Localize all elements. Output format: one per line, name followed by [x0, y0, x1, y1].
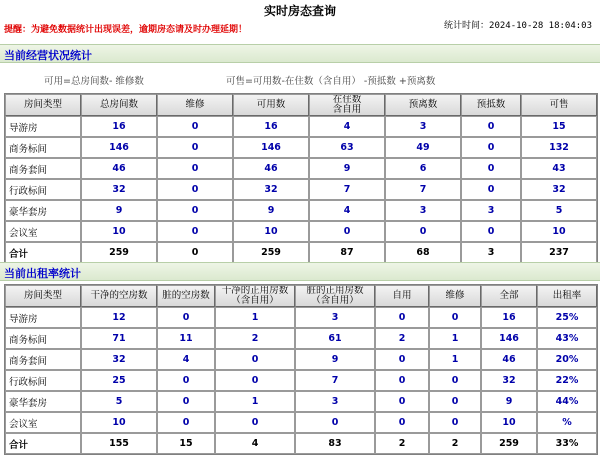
occupancy-cell: 0 — [295, 412, 375, 433]
operating-cell: 3 — [385, 116, 461, 137]
operating-cell: 9 — [309, 158, 385, 179]
occupancy-header-label: 脏的空房数 — [162, 290, 210, 301]
operating-header-label: 预抵数 — [476, 99, 506, 110]
operating-cell: 0 — [157, 137, 233, 158]
operating-header-label: 预离数 — [408, 99, 438, 110]
operating-header-label: 总房间数 — [99, 99, 138, 110]
operating-cell: 0 — [157, 116, 233, 137]
operating-header-sublabel: 含自用 — [332, 104, 362, 115]
formula-sellable: 可售=可用数-在住数（含自用） -预抵数 +预离数 — [226, 76, 436, 87]
occupancy-header — [157, 285, 215, 307]
occupancy-cell: 0 — [375, 307, 429, 328]
section-operating-status — [0, 44, 600, 63]
occupancy-cell: 3 — [295, 307, 375, 328]
occupancy-cell: 25% — [537, 307, 597, 328]
occupancy-cell: 0 — [157, 370, 215, 391]
operating-row — [5, 116, 597, 137]
occupancy-row — [5, 328, 597, 349]
operating-header-label: 在住数 — [332, 94, 362, 105]
occupancy-header — [5, 285, 81, 307]
operating-cell: 146 — [81, 137, 157, 158]
occupancy-cell: % — [537, 412, 597, 433]
occupancy-row — [5, 349, 597, 370]
operating-row — [5, 200, 597, 221]
occupancy-cell: 9 — [481, 391, 537, 412]
occupancy-header — [215, 285, 295, 307]
section-occupancy-rate — [0, 262, 600, 281]
occupancy-room-type: 商务套间 — [5, 349, 81, 370]
occupancy-room-type: 会议室 — [5, 412, 81, 433]
operating-cell: 0 — [461, 221, 521, 242]
occupancy-cell: 1 — [429, 349, 481, 370]
operating-row — [5, 221, 597, 242]
occupancy-row — [5, 370, 597, 391]
operating-cell: 10 — [233, 221, 309, 242]
occupancy-cell: 15 — [157, 433, 215, 454]
operating-cell: 32 — [81, 179, 157, 200]
operating-cell: 87 — [309, 242, 385, 263]
occupancy-cell: 0 — [375, 391, 429, 412]
occupancy-cell: 259 — [481, 433, 537, 454]
operating-cell: 0 — [157, 179, 233, 200]
occupancy-cell: 44% — [537, 391, 597, 412]
operating-header-label: 房间类型 — [23, 99, 62, 110]
stat-time-label: 统计时间： — [444, 21, 490, 31]
occupancy-cell: 2 — [375, 328, 429, 349]
operating-room-type: 商务标间 — [5, 137, 81, 158]
occupancy-cell: 25 — [81, 370, 157, 391]
occupancy-header — [375, 285, 429, 307]
occupancy-cell: 10 — [81, 412, 157, 433]
operating-row — [5, 179, 597, 200]
occupancy-cell: 0 — [157, 412, 215, 433]
operating-cell: 3 — [385, 200, 461, 221]
occupancy-cell: 0 — [429, 370, 481, 391]
operating-header — [5, 94, 81, 116]
operating-header-label: 可用数 — [256, 99, 286, 110]
formula-available: 可用=总房间数- 维修数 — [44, 76, 144, 87]
operating-cell: 46 — [233, 158, 309, 179]
occupancy-header-sublabel: （含自用） — [311, 295, 359, 306]
stat-time — [444, 18, 592, 31]
occupancy-cell: 3 — [295, 391, 375, 412]
occupancy-cell: 2 — [375, 433, 429, 454]
occupancy-cell: 0 — [375, 349, 429, 370]
operating-cell: 10 — [521, 221, 597, 242]
occupancy-cell: 2 — [429, 433, 481, 454]
operating-header — [309, 94, 385, 116]
occupancy-cell: 32 — [81, 349, 157, 370]
operating-room-type: 行政标间 — [5, 179, 81, 200]
operating-header — [157, 94, 233, 116]
stat-time-value: 2024-10-28 18:04:03 — [489, 21, 592, 31]
occupancy-cell: 46 — [481, 349, 537, 370]
occupancy-cell: 0 — [215, 349, 295, 370]
occupancy-cell: 0 — [429, 391, 481, 412]
occupancy-cell: 0 — [375, 412, 429, 433]
operating-cell: 16 — [81, 116, 157, 137]
occupancy-cell: 146 — [481, 328, 537, 349]
operating-room-type: 合计 — [5, 242, 81, 263]
occupancy-cell: 0 — [215, 370, 295, 391]
occupancy-cell: 0 — [429, 412, 481, 433]
occupancy-room-type: 行政标间 — [5, 370, 81, 391]
occupancy-row — [5, 391, 597, 412]
operating-cell: 9 — [81, 200, 157, 221]
occupancy-cell: 0 — [215, 412, 295, 433]
occupancy-cell: 16 — [481, 307, 537, 328]
occupancy-header — [81, 285, 157, 307]
operating-header-label: 可售 — [549, 99, 569, 110]
operating-header — [461, 94, 521, 116]
operating-cell: 7 — [385, 179, 461, 200]
operating-cell: 237 — [521, 242, 597, 263]
operating-cell: 9 — [233, 200, 309, 221]
operating-cell: 0 — [157, 200, 233, 221]
occupancy-header-label: 全部 — [499, 290, 519, 301]
operating-cell: 259 — [81, 242, 157, 263]
occupancy-cell: 4 — [215, 433, 295, 454]
operating-cell: 0 — [461, 116, 521, 137]
occupancy-room-type: 导游房 — [5, 307, 81, 328]
operating-status-table — [4, 93, 598, 264]
occupancy-cell: 0 — [157, 307, 215, 328]
operating-cell: 32 — [233, 179, 309, 200]
occupancy-row — [5, 307, 597, 328]
operating-cell: 4 — [309, 200, 385, 221]
occupancy-cell: 11 — [157, 328, 215, 349]
operating-room-type: 会议室 — [5, 221, 81, 242]
operating-header-label: 维修 — [185, 99, 205, 110]
operating-room-type: 豪华套房 — [5, 200, 81, 221]
occupancy-cell: 1 — [215, 307, 295, 328]
occupancy-cell: 22% — [537, 370, 597, 391]
occupancy-header-label: 出租率 — [552, 290, 582, 301]
operating-cell: 15 — [521, 116, 597, 137]
occupancy-cell: 1 — [429, 328, 481, 349]
occupancy-cell: 0 — [157, 391, 215, 412]
operating-cell: 7 — [309, 179, 385, 200]
operating-cell: 3 — [461, 200, 521, 221]
operating-header — [385, 94, 461, 116]
section-operating-status-title: 当前经营状况统计 — [4, 49, 92, 62]
occupancy-cell: 5 — [81, 391, 157, 412]
section-occupancy-rate-title: 当前出租率统计 — [4, 267, 81, 280]
occupancy-header-label: 脏的正用房数 — [306, 285, 364, 296]
operating-cell: 46 — [81, 158, 157, 179]
operating-cell: 32 — [521, 179, 597, 200]
operating-cell: 0 — [461, 179, 521, 200]
occupancy-cell: 2 — [215, 328, 295, 349]
occupancy-header-label: 房间类型 — [23, 290, 62, 301]
operating-cell: 0 — [157, 221, 233, 242]
occupancy-header-label: 维修 — [445, 290, 465, 301]
operating-cell: 0 — [461, 137, 521, 158]
operating-cell: 10 — [81, 221, 157, 242]
occupancy-cell: 83 — [295, 433, 375, 454]
operating-cell: 4 — [309, 116, 385, 137]
occupancy-header-label: 自用 — [392, 290, 412, 301]
operating-cell: 5 — [521, 200, 597, 221]
operating-cell: 0 — [157, 242, 233, 263]
operating-header — [521, 94, 597, 116]
occupancy-cell: 4 — [157, 349, 215, 370]
operating-cell: 0 — [309, 221, 385, 242]
occupancy-room-type: 豪华套房 — [5, 391, 81, 412]
occupancy-row — [5, 433, 597, 454]
operating-cell: 0 — [157, 158, 233, 179]
operating-row — [5, 137, 597, 158]
occupancy-cell: 155 — [81, 433, 157, 454]
occupancy-cell: 61 — [295, 328, 375, 349]
occupancy-header-label: 干净的空房数 — [90, 290, 148, 301]
occupancy-cell: 9 — [295, 349, 375, 370]
occupancy-rate-table — [4, 284, 598, 455]
operating-cell: 63 — [309, 137, 385, 158]
occupancy-cell: 43% — [537, 328, 597, 349]
operating-room-type: 导游房 — [5, 116, 81, 137]
operating-row — [5, 158, 597, 179]
occupancy-header — [481, 285, 537, 307]
occupancy-cell: 71 — [81, 328, 157, 349]
operating-cell: 6 — [385, 158, 461, 179]
operating-cell: 43 — [521, 158, 597, 179]
operating-header — [233, 94, 309, 116]
operating-cell: 68 — [385, 242, 461, 263]
operating-cell: 0 — [385, 221, 461, 242]
occupancy-cell: 7 — [295, 370, 375, 391]
operating-cell: 259 — [233, 242, 309, 263]
warning-notice: 提醒：为避免数据统计出现误差，逾期房态请及时办理延期！ — [4, 25, 248, 35]
occupancy-room-type: 商务标间 — [5, 328, 81, 349]
operating-cell: 49 — [385, 137, 461, 158]
occupancy-cell: 10 — [481, 412, 537, 433]
operating-room-type: 商务套间 — [5, 158, 81, 179]
operating-header — [81, 94, 157, 116]
operating-row — [5, 242, 597, 263]
occupancy-row — [5, 412, 597, 433]
occupancy-header-sublabel: （含自用） — [231, 295, 279, 306]
operating-cell: 0 — [461, 158, 521, 179]
operating-cell: 132 — [521, 137, 597, 158]
occupancy-cell: 33% — [537, 433, 597, 454]
occupancy-cell: 32 — [481, 370, 537, 391]
occupancy-cell: 0 — [375, 370, 429, 391]
occupancy-cell: 1 — [215, 391, 295, 412]
occupancy-header — [429, 285, 481, 307]
occupancy-room-type: 合计 — [5, 433, 81, 454]
occupancy-header-label: 干净的正用房数 — [221, 285, 289, 296]
operating-cell: 146 — [233, 137, 309, 158]
page-title: 实时房态查询 — [263, 4, 336, 18]
occupancy-cell: 12 — [81, 307, 157, 328]
operating-cell: 16 — [233, 116, 309, 137]
operating-cell: 3 — [461, 242, 521, 263]
occupancy-cell: 20% — [537, 349, 597, 370]
occupancy-header — [537, 285, 597, 307]
occupancy-cell: 0 — [429, 307, 481, 328]
occupancy-header — [295, 285, 375, 307]
